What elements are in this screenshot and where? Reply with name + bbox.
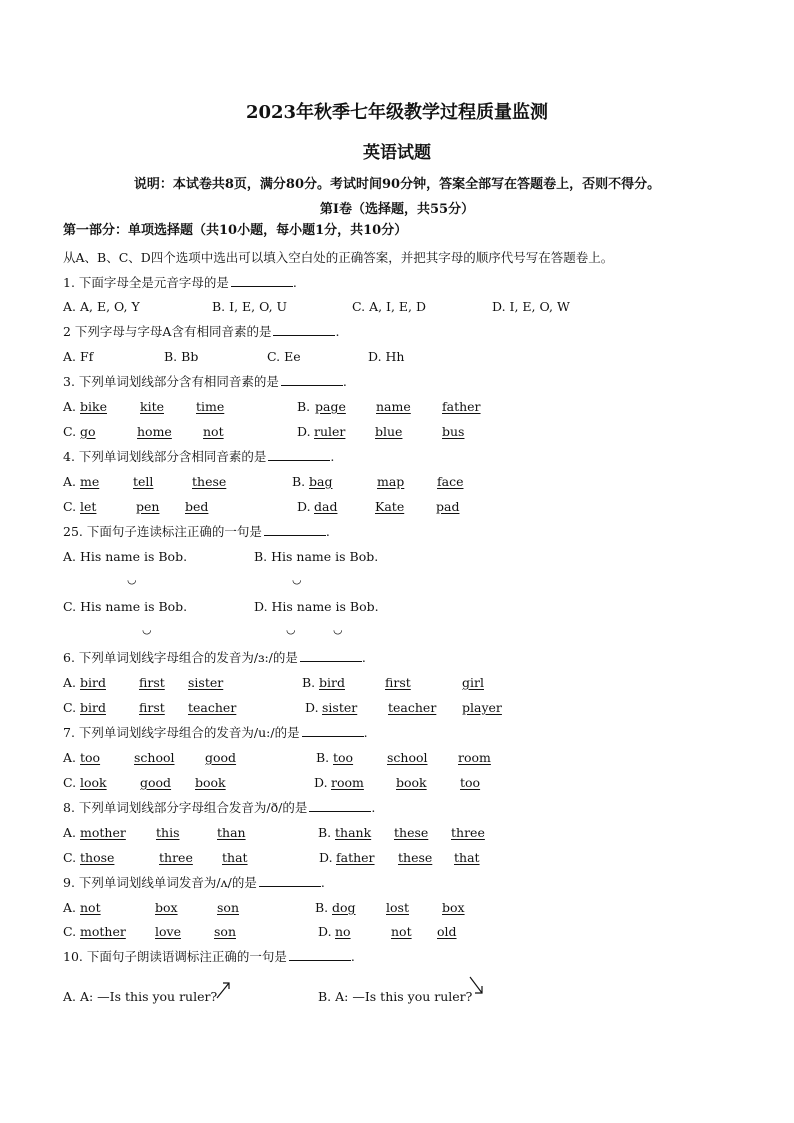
q9-a-word-1: not [80, 900, 101, 915]
q8-option-c-letter: C. [63, 850, 77, 865]
q9-c-word-1: mother [80, 924, 126, 939]
q3-a-word-2: kite [140, 399, 164, 414]
q10-option-b: B. A: —Is this you ruler? [318, 989, 473, 1004]
q4-b-word-1: bag [309, 474, 333, 489]
q9-option-b-letter: B. [315, 900, 329, 915]
q5-option-c: C. His name is Bob. [63, 599, 188, 614]
liaison-mark-d2: ◡ [333, 623, 343, 636]
q7-b-word-2: school [387, 750, 428, 765]
q6-option-b-letter: B. [302, 675, 316, 690]
q7-d-word-3: too [460, 775, 481, 790]
q10-option-a: A. A: —Is this you ruler? [63, 989, 218, 1004]
liaison-mark-a: ◡ [127, 573, 137, 586]
q8-b-word-1: thank [335, 825, 372, 840]
q8-d-word-1: father [336, 850, 375, 865]
question-9-stem: 9. 下列单词划线单词发音为/ʌ/的是 . [63, 875, 325, 890]
q8-a-word-1: mother [80, 825, 126, 840]
falling-intonation-arrow-icon [467, 974, 487, 998]
q9-d-word-3: old [437, 924, 457, 939]
q3-b-word-1: page [315, 399, 346, 414]
q9-option-d-letter: D. [318, 924, 332, 939]
q4-c-word-1: let [80, 499, 97, 514]
q5-option-b: B. His name is Bob. [254, 549, 379, 564]
q3-d-word-1: ruler [314, 424, 346, 439]
q8-a-word-2: this [156, 825, 180, 840]
q3-a-word-1: bike [80, 399, 107, 414]
q6-c-word-1: bird [80, 700, 106, 715]
q9-d-word-1: no [335, 924, 351, 939]
q6-d-word-2: teacher [388, 700, 437, 715]
q7-a-word-3: good [205, 750, 237, 765]
q9-a-word-3: son [217, 900, 239, 915]
q7-b-word-1: too [333, 750, 354, 765]
q3-option-c-letter: C. [63, 424, 77, 439]
q8-d-word-3: that [454, 850, 480, 865]
paper-one-title: 第Ⅰ卷（选择题，共55分） [319, 202, 475, 217]
q4-d-word-2: Kate [375, 499, 405, 514]
q9-b-word-3: box [442, 900, 465, 915]
question-10-stem: 10. 下面句子朗读语调标注正确的一句是 . [63, 949, 355, 964]
q4-a-word-3: these [192, 474, 227, 489]
liaison-mark-d1: ◡ [286, 623, 296, 636]
q3-option-d-letter: D. [297, 424, 311, 439]
q6-c-word-3: teacher [188, 700, 237, 715]
q6-d-word-3: player [462, 700, 502, 715]
q3-c-word-3: not [203, 424, 224, 439]
question-8-stem: 8. 下列单词划线部分字母组合发音为/ð/的是 . [63, 800, 376, 815]
q6-a-word-3: sister [188, 675, 224, 690]
q8-d-word-2: these [398, 850, 433, 865]
q4-option-c-letter: C. [63, 499, 77, 514]
q4-d-word-1: dad [314, 499, 338, 514]
q7-option-c-letter: C. [63, 775, 77, 790]
q6-d-word-1: sister [322, 700, 358, 715]
q6-option-d-letter: D. [305, 700, 319, 715]
q9-c-word-3: son [214, 924, 236, 939]
q6-option-a-letter: A. [63, 675, 77, 690]
q4-option-a-letter: A. [63, 474, 77, 489]
q3-c-word-1: go [80, 424, 96, 439]
q9-d-word-2: not [391, 924, 412, 939]
q6-b-word-1: bird [319, 675, 345, 690]
question-7-stem: 7. 下列单词划线字母组合的发音为/u:/的是 . [63, 725, 368, 740]
q6-b-word-2: first [385, 675, 411, 690]
q8-c-word-2: three [159, 850, 193, 865]
q7-a-word-2: school [134, 750, 175, 765]
question-2-stem: 2 下列字母与字母A含有相同音素的是 . [63, 324, 340, 339]
q8-b-word-3: three [451, 825, 485, 840]
q8-a-word-3: than [217, 825, 246, 840]
page-title: 2023年秋季七年级教学过程质量监测 [245, 102, 549, 123]
q6-c-word-2: first [139, 700, 165, 715]
q7-b-word-3: room [458, 750, 491, 765]
q3-d-word-3: bus [442, 424, 465, 439]
q1-option-a: A. A, E, O, Y [63, 299, 140, 314]
q3-d-word-2: blue [375, 424, 403, 439]
q8-c-word-1: those [80, 850, 115, 865]
liaison-mark-b: ◡ [292, 573, 302, 586]
q7-option-d-letter: D. [314, 775, 328, 790]
q2-option-b: B. Bb [164, 349, 199, 364]
q6-b-word-3: girl [462, 675, 484, 690]
q7-option-a-letter: A. [63, 750, 77, 765]
q1-option-d: D. I, E, O, W [492, 299, 570, 314]
q8-option-b-letter: B. [318, 825, 332, 840]
q6-a-word-2: first [139, 675, 165, 690]
q4-c-word-3: bed [185, 499, 209, 514]
rising-intonation-arrow-icon [214, 979, 234, 1001]
q8-option-d-letter: D. [319, 850, 333, 865]
q7-c-word-3: book [195, 775, 226, 790]
q2-option-d: D. Hh [368, 349, 405, 364]
q9-option-a-letter: A. [63, 900, 77, 915]
q5-option-a: A. His name is Bob. [63, 549, 188, 564]
q5-option-d: D. His name is Bob. [254, 599, 379, 614]
question-1-stem: 1. 下面字母全是元音字母的是 . [63, 275, 297, 290]
q9-a-word-2: box [155, 900, 178, 915]
exam-instructions: 说明：本试卷共8页，满分80分。考试时间90分钟，答案全部写在答题卷上，否则不得分。 [133, 177, 661, 192]
q1-option-b: B. I, E, O, U [212, 299, 288, 314]
section-directions: 从A、B、C、D四个选项中选出可以填入空白处的正确答案，并把其字母的顺序代号写在答题卷上。 [63, 250, 614, 265]
q3-option-a-letter: A. [63, 399, 77, 414]
q6-a-word-1: bird [80, 675, 106, 690]
q8-b-word-2: these [394, 825, 429, 840]
q4-d-word-3: pad [436, 499, 460, 514]
q4-b-word-3: face [437, 474, 464, 489]
q2-option-c: C. Ee [267, 349, 301, 364]
q9-b-word-1: dog [332, 900, 356, 915]
q2-option-a: A. Ff [63, 349, 94, 364]
question-3-stem: 3. 下列单词划线部分含有相同音素的是 . [63, 374, 347, 389]
q7-d-word-1: room [331, 775, 364, 790]
q6-option-c-letter: C. [63, 700, 77, 715]
page-subtitle: 英语试题 [363, 143, 431, 163]
section-heading: 第一部分：单项选择题（共10小题，每小题1分，共10分） [63, 223, 408, 238]
q9-b-word-2: lost [386, 900, 409, 915]
q4-b-word-2: map [377, 474, 405, 489]
q7-c-word-1: look [80, 775, 107, 790]
q3-b-word-2: name [376, 399, 411, 414]
q3-b-word-3: father [442, 399, 481, 414]
q8-c-word-3: that [222, 850, 248, 865]
q1-option-c: C. A, I, E, D [352, 299, 427, 314]
q4-option-d-letter: D. [297, 499, 311, 514]
q7-d-word-2: book [396, 775, 427, 790]
question-5-stem: 25. 下面句子连读标注正确的一句是 . [63, 524, 330, 539]
q7-option-b-letter: B. [316, 750, 330, 765]
q3-a-word-3: time [196, 399, 225, 414]
q8-option-a-letter: A. [63, 825, 77, 840]
q4-a-word-1: me [80, 474, 100, 489]
q9-c-word-2: love [155, 924, 181, 939]
q7-c-word-2: good [140, 775, 172, 790]
q3-c-word-2: home [137, 424, 172, 439]
liaison-mark-c: ◡ [142, 623, 152, 636]
q4-c-word-2: pen [136, 499, 160, 514]
q3-option-b-letter: B. [297, 399, 311, 414]
q4-option-b-letter: B. [292, 474, 306, 489]
question-6-stem: 6. 下列单词划线字母组合的发音为/ɜ:/的是 . [63, 650, 366, 665]
q7-a-word-1: too [80, 750, 101, 765]
q9-option-c-letter: C. [63, 924, 77, 939]
question-4-stem: 4. 下列单词划线部分含相同音素的是 . [63, 449, 335, 464]
q4-a-word-2: tell [133, 474, 154, 489]
